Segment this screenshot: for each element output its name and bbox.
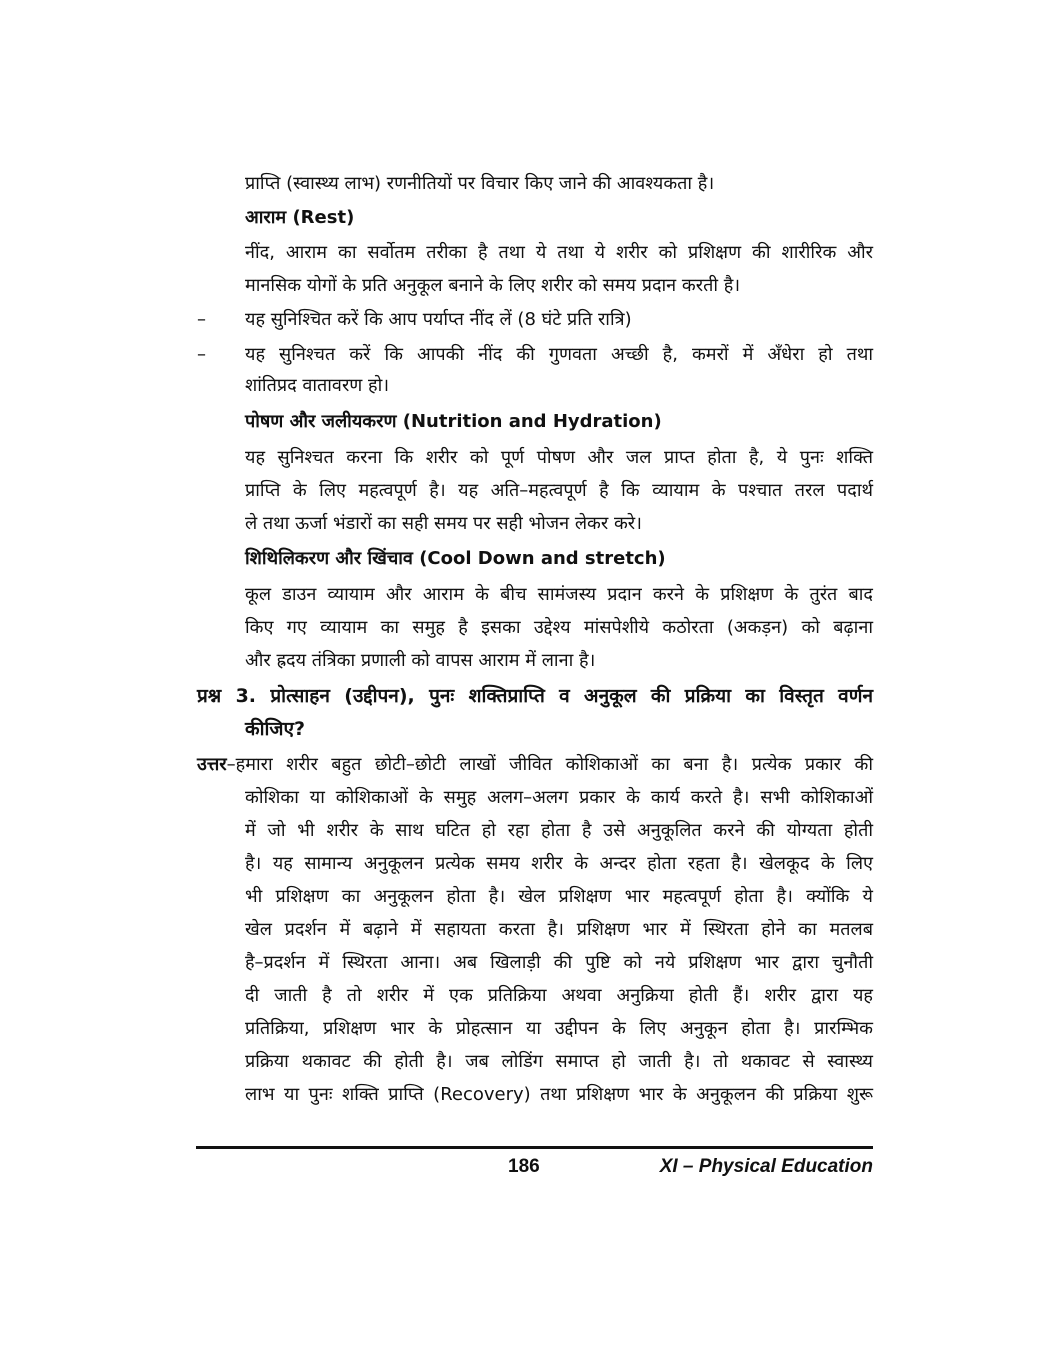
nutrition-text-line: प्राप्ति के लिए महत्वपूर्ण है। यह अति–महत्वपूर्ण है कि व्यायाम के पश्चात तरल पदार्थ	[245, 480, 873, 501]
answer-line: है–प्रदर्शन में स्थिरता आना। अब खिलाड़ी की पुष्टि को नये प्रशिक्षण भार द्वारा चुनौती	[245, 952, 873, 973]
cooldown-text-line: कूल डाउन व्यायाम और आराम के बीच सामंजस्य प्रदान करने के प्रशिक्षण के तुरंत बाद	[245, 584, 873, 605]
question-line: प्रश्न 3. प्रोत्साहन (उद्दीपन), पुनः शक्तिप्राप्ति व अनुकूल की प्रक्रिया का विस्तृत वर्णन	[197, 685, 873, 707]
book-title: XI – Physical Education	[659, 1156, 873, 1177]
cooldown-text-line: और ह्रदय तंत्रिका प्रणाली को वापस आराम में लाना है।	[245, 650, 596, 671]
answer-line: खेल प्रदर्शन में बढ़ाने में सहायता करता है। प्रशिक्षण भार में स्थिरता होने का मतलब	[245, 919, 873, 940]
rest-text-line: मानसिक योगों के प्रति अनुकूल बनाने के लिए शरीर को समय प्रदान करती है।	[245, 275, 741, 296]
answer-line: है। यह सामान्य अनुकूलन प्रत्येक समय शरीर के अन्दर होता रहता है। खेलकूद के लिए	[245, 853, 873, 874]
cooldown-text-line: किए गए व्यायाम का समुह है इसका उद्देश्य मांसपेशीये कठोरता (अकड़न) को बढ़ाना	[245, 617, 873, 638]
rest-heading: आराम (Rest)	[245, 207, 355, 228]
bullet-text: शांतिप्रद वातावरण हो।	[245, 375, 390, 396]
answer-first-line	[197, 748, 873, 781]
nutrition-text-line: यह सुनिश्चत करना कि शरीर को पूर्ण पोषण और जल प्राप्त होता है, ये पुनः शक्ति	[245, 447, 873, 468]
cooldown-heading: शिथिलिकरण और खिंचाव (Cool Down and stretch)	[245, 548, 666, 569]
answer-line: प्रतिक्रिया, प्रशिक्षण भार के प्रोहत्सान या उद्दीपन के लिए अनुकून होता है। प्रारम्भिक	[245, 1018, 873, 1039]
nutrition-text-line: ले तथा ऊर्जा भंडारों का सही समय पर सही भोजन लेकर करे।	[245, 513, 642, 534]
answer-line: लाभ या पुनः शक्ति प्राप्ति (Recovery) तथा प्रशिक्षण भार के अनुकूलन की प्रक्रिया शुरू	[245, 1084, 873, 1105]
bullet-dash: –	[197, 309, 206, 330]
answer-line: प्रक्रिया थकावट की होती है। जब लोडिंग समाप्त हो जाती है। तो थकावट से स्वास्थ्य	[245, 1051, 873, 1072]
answer-line: कोशिका या कोशिकाओं के समुह अलग–अलग प्रकार के कार्य करते है। सभी कोशिकाओं	[245, 787, 873, 808]
bullet-text: यह सुनिश्चत करें कि आपकी नींद की गुणवता अच्छी है, कमरों में अँधेरा हो तथा	[245, 344, 873, 365]
footer-rule	[196, 1146, 873, 1149]
nutrition-heading: पोषण और जलीयकरण (Nutrition and Hydration)	[245, 411, 662, 432]
question-line: कीजिए?	[245, 718, 306, 740]
answer-line: दी जाती है तो शरीर में एक प्रतिक्रिया अथवा अनुक्रिया होती हैं। शरीर द्वारा यह	[245, 985, 873, 1006]
answer-line: में जो भी शरीर के साथ घटित हो रहा होता है उसे अनुकूलित करने की योग्यता होती	[245, 820, 873, 841]
bullet-text: यह सुनिश्चित करें कि आप पर्याप्त नींद लें (8 घंटे प्रति रात्रि)	[245, 309, 632, 330]
rest-text-line: नींद, आराम का सर्वोतम तरीका है तथा ये तथा ये शरीर को प्रशिक्षण की शारीरिक और	[245, 242, 873, 263]
intro-line: प्राप्ति (स्वास्थ्य लाभ) रणनीतियों पर विचार किए जाने की आवश्यकता है।	[245, 173, 715, 194]
answer-line: भी प्रशिक्षण का अनुकूलन होता है। खेल प्रशिक्षण भार महत्वपूर्ण होता है। क्योंकि ये	[245, 886, 873, 907]
answer-text: –हमारा शरीर बहुत छोटी–छोटी लाखों जीवित कोशिकाओं का बना है। प्रत्येक प्रकार की	[226, 754, 873, 775]
answer-label: उत्तर	[197, 754, 227, 775]
bullet-dash: –	[197, 344, 206, 365]
page-number: 186	[508, 1156, 540, 1177]
